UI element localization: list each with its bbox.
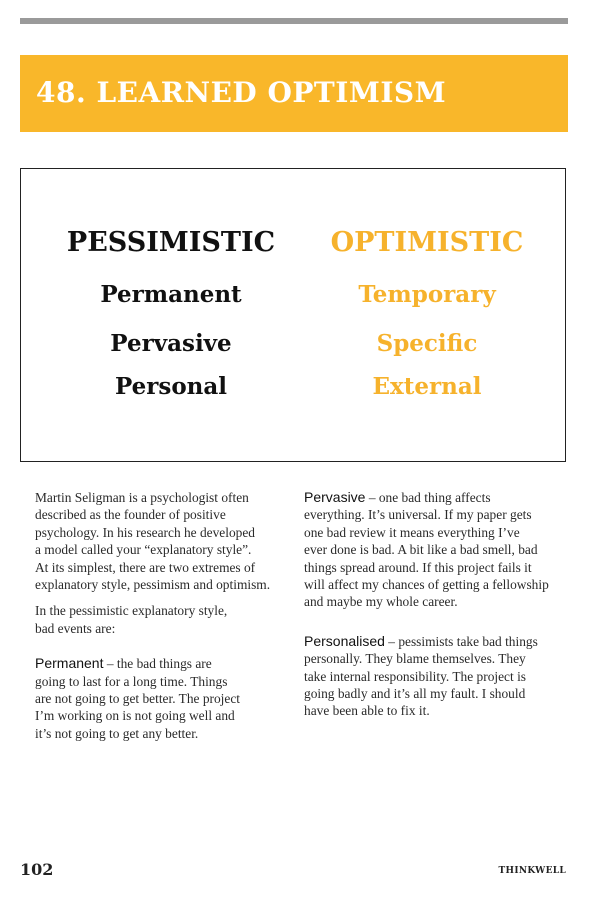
text-line: personally. They blame themselves. They (304, 651, 526, 667)
text-line: ever done is bad. A bit like a bad smell, bad (304, 542, 538, 558)
text-line: it’s not going to get any better. (35, 725, 199, 741)
text-line: things spread around. If this project fails it (304, 559, 532, 575)
lead-in-paragraph (35, 602, 285, 637)
text-line: Martin Seligman is a psychologist often (35, 490, 249, 505)
definition-text: – the bad things are (103, 656, 212, 672)
text-line (35, 655, 285, 672)
footer-brand: THINKWELL (498, 866, 566, 876)
top-rule (20, 18, 568, 24)
body-right-column (304, 489, 559, 720)
text-line: are not going to get better. The project (35, 691, 241, 707)
permanent-paragraph (35, 655, 285, 742)
pessimistic-heading: PESSIMISTIC (66, 227, 276, 258)
text-line: a model called your “explanatory style”. (35, 542, 252, 558)
optimistic-item: Temporary (358, 281, 496, 308)
chapter-title: 48. LEARNED OPTIMISM (36, 76, 447, 109)
text-line: have been able to fix it. (304, 703, 430, 719)
text-line (304, 633, 559, 650)
optimistic-heading: OPTIMISTIC (330, 227, 524, 258)
pervasive-term: Pervasive (304, 489, 366, 505)
page-number: 102 (20, 860, 54, 879)
text-line: At its simplest, there are two extremes of (35, 559, 256, 575)
text-line: will affect my chances of getting a fellowship (304, 577, 549, 593)
optimistic-item: Specific (376, 330, 478, 357)
text-line: psychology. In his research he developed (35, 524, 256, 540)
pessimistic-item: Personal (114, 373, 228, 400)
pessimistic-column (41, 169, 301, 461)
text-line: explanatory style, pessimism and optimism. (35, 577, 271, 593)
text-line: take internal responsibility. The project is (304, 668, 527, 684)
optimistic-column (297, 169, 557, 461)
text-line: bad events are: (35, 620, 116, 636)
text-line: In the pessimistic explanatory style, (35, 603, 228, 619)
comparison-box (20, 168, 566, 462)
definition-text: – one bad thing affects (365, 490, 491, 505)
text-line: and maybe my whole career. (304, 594, 458, 610)
pessimistic-item: Pervasive (110, 330, 232, 357)
text-line: described as the founder of positive (35, 507, 226, 523)
text-line: everything. It’s universal. If my paper gets (304, 507, 532, 523)
pervasive-paragraph (304, 489, 559, 611)
body-left-column (35, 489, 285, 742)
text-line: going to last for a long time. Things (35, 673, 228, 689)
intro-paragraph (35, 489, 285, 593)
pessimistic-item: Permanent (100, 281, 242, 308)
personalised-term: Personalised (304, 632, 385, 649)
text-line: going badly and it’s all my fault. I should (304, 686, 526, 702)
permanent-term: Permanent (35, 655, 104, 672)
personalised-paragraph (304, 633, 559, 720)
text-line: one bad review it means everything I’ve (304, 524, 520, 540)
definition-text: – pessimists take bad things (384, 633, 538, 649)
text-line (304, 489, 559, 506)
chapter-banner (20, 55, 568, 132)
optimistic-item: External (372, 373, 482, 400)
text-line: I’m working on is not going well and (35, 708, 235, 724)
